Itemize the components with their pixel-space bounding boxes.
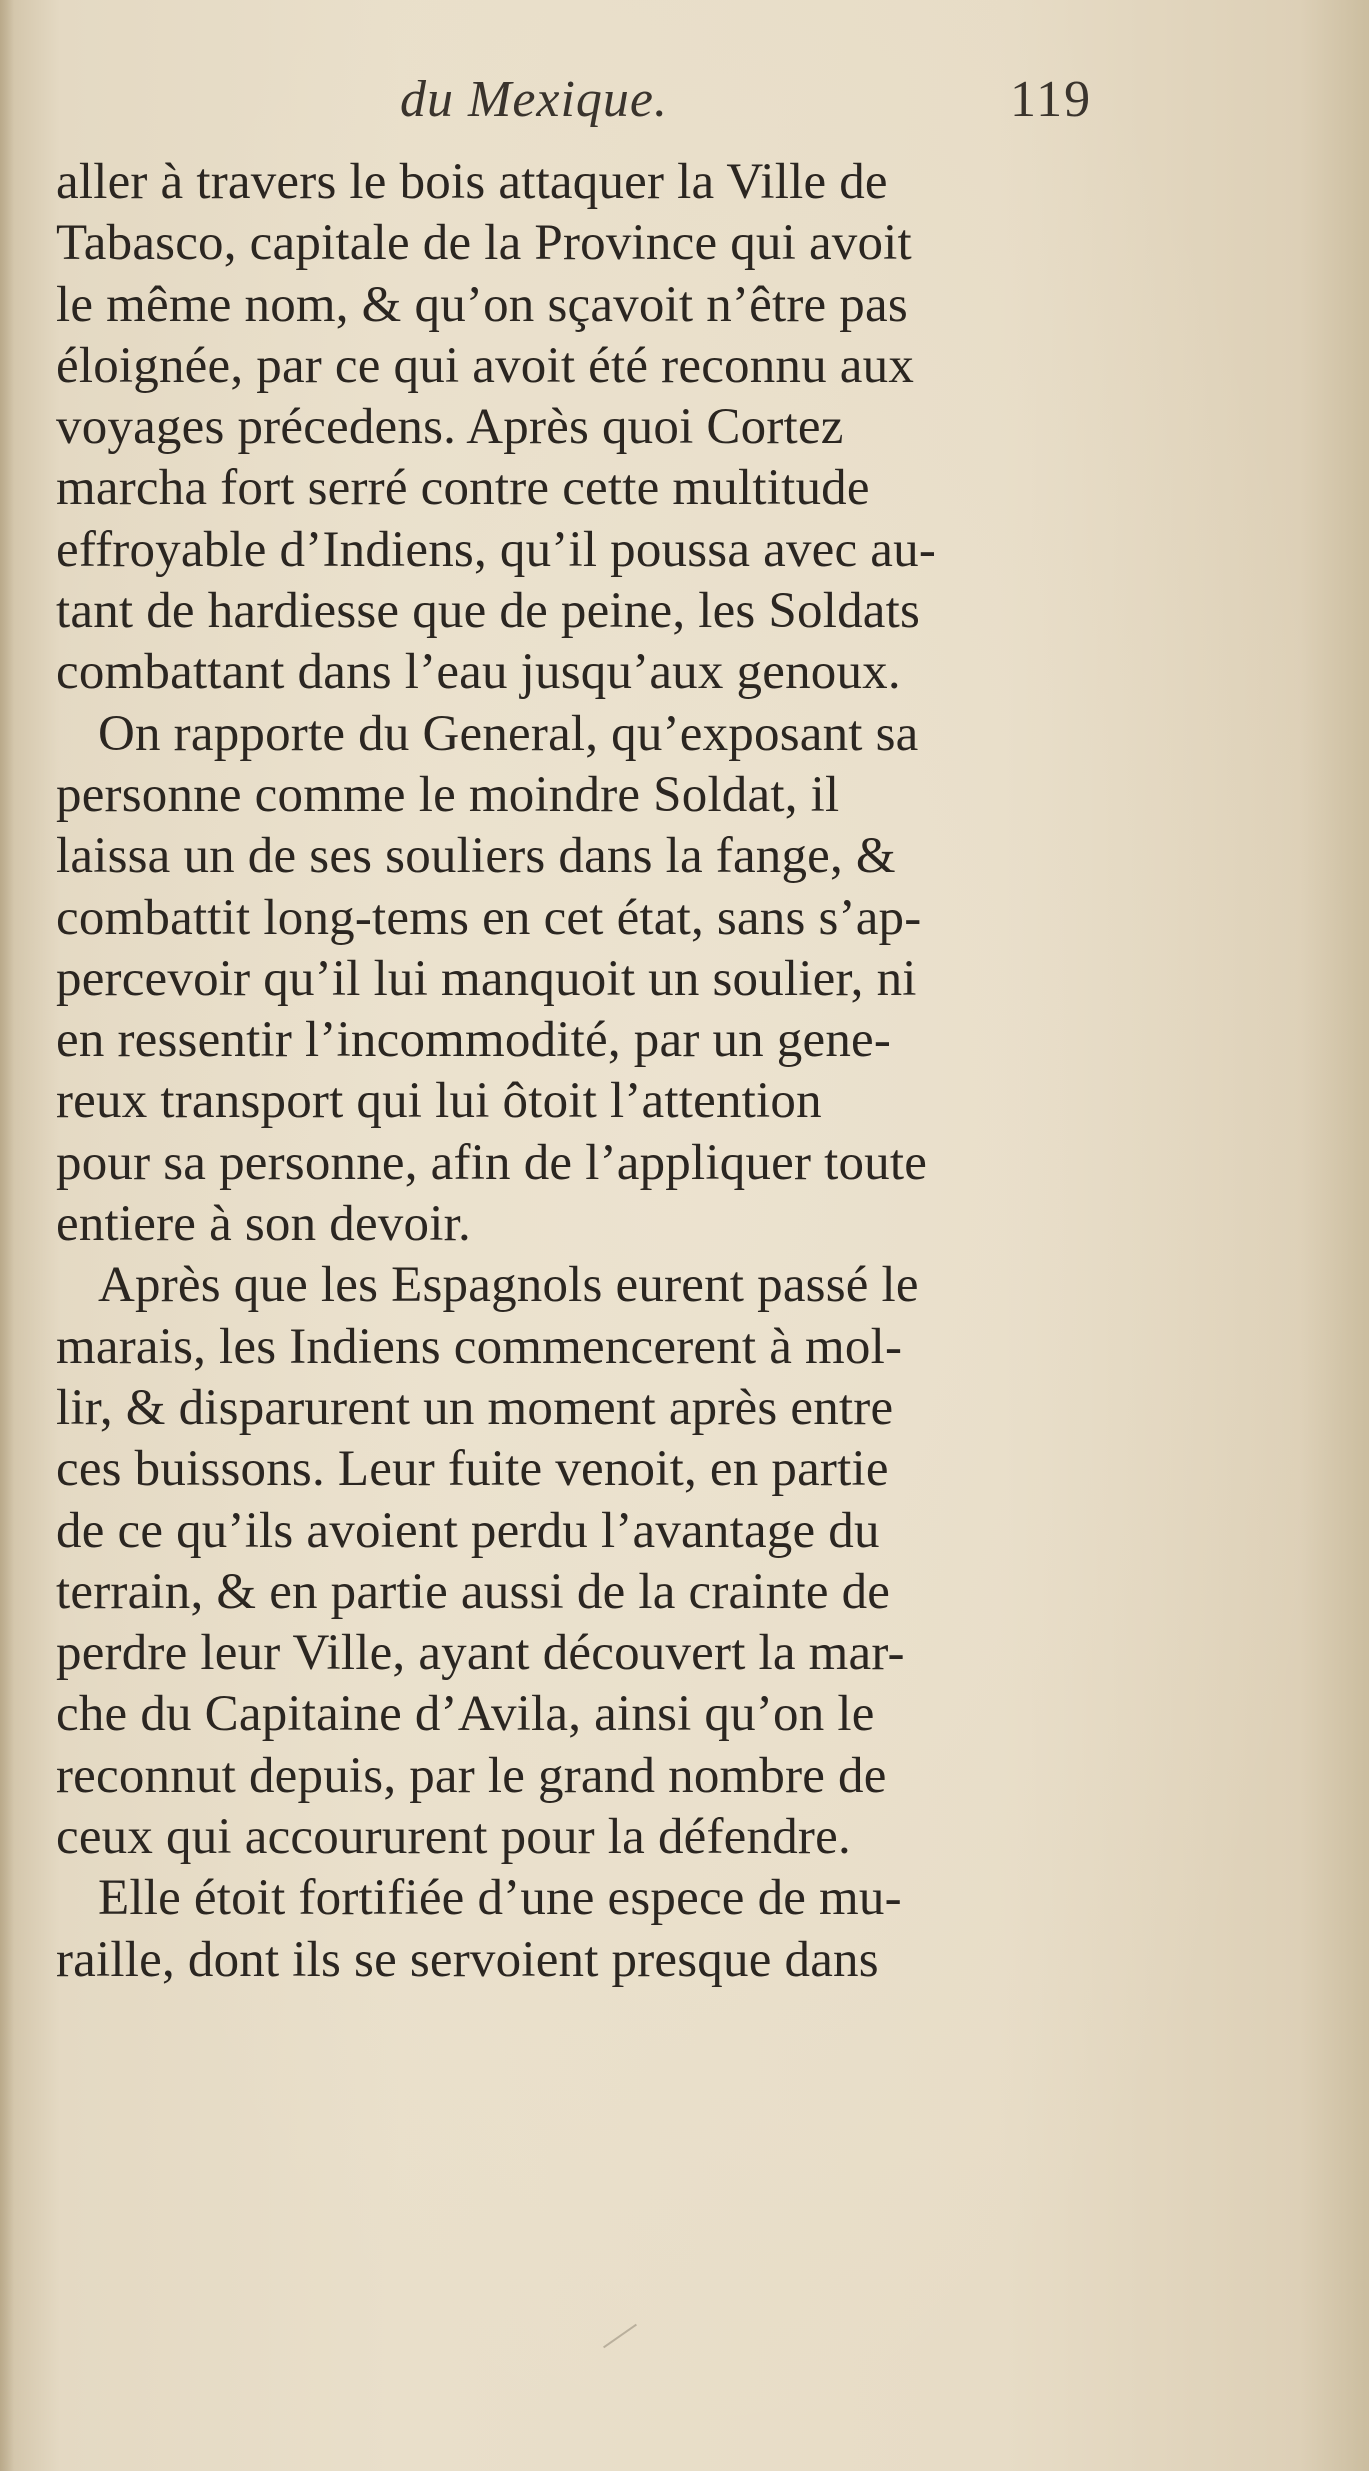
running-head: du Mexique.	[400, 71, 669, 128]
text-line: che du Capitaine d’Avila, ainsi qu’on le	[56, 1686, 875, 1743]
text-line: reux transport qui lui ôtoit l’attention	[56, 1073, 822, 1130]
text-line: combattant dans l’eau jusqu’aux genoux.	[56, 644, 901, 701]
text-line: personne comme le moindre Soldat, il	[56, 766, 840, 823]
paragraph-start-line: Elle étoit fortifiée d’une espece de mu-	[98, 1870, 902, 1927]
text-line: marcha fort serré contre cette multitude	[56, 460, 870, 517]
text-line: en ressentir l’incommodité, par un gene-	[56, 1012, 892, 1069]
text-line: laissa un de ses souliers dans la fange, &	[56, 828, 896, 885]
text-line: terrain, & en partie aussi de la crainte de	[56, 1563, 891, 1620]
body-text	[56, 152, 1156, 1991]
text-line: tant de hardiesse que de peine, les Soldats	[56, 583, 921, 640]
text-line: le même nom, & qu’on sçavoit n’être pas	[56, 276, 908, 333]
text-line: raille, dont ils se servoient presque dans	[56, 1931, 879, 1988]
paragraph-start-line: Après que les Espagnols eurent passé le	[98, 1257, 919, 1314]
text-line: reconnut depuis, par le grand nombre de	[56, 1747, 887, 1804]
page-gutter-shadow	[0, 0, 14, 2471]
page-header	[0, 70, 1369, 150]
text-line: ces buissons. Leur fuite venoit, en partie	[56, 1441, 889, 1498]
text-line: aller à travers le bois attaquer la Ville de	[56, 154, 888, 210]
text-line: éloignée, par ce qui avoit été reconnu aux	[56, 337, 915, 394]
text-line: pour sa personne, afin de l’appliquer toute	[56, 1134, 928, 1191]
paragraph-start-line: On rapporte du General, qu’exposant sa	[98, 705, 919, 762]
text-line: effroyable d’Indiens, qu’il poussa avec au-	[56, 521, 937, 578]
text-line: percevoir qu’il lui manquoit un soulier, ni	[56, 950, 917, 1007]
text-line: ceux qui accoururent pour la défendre.	[56, 1809, 851, 1866]
page-number: 119	[1010, 71, 1093, 128]
text-line: lir, & disparurent un moment après entre	[56, 1379, 894, 1436]
text-line: entiere à son devoir.	[56, 1196, 471, 1253]
text-line: perdre leur Ville, ayant découvert la mar-	[56, 1625, 905, 1682]
text-line: combattit long-tems en cet état, sans s’ap-	[56, 889, 922, 946]
ink-mark	[603, 2324, 637, 2349]
text-line: voyages précedens. Après quoi Cortez	[56, 399, 844, 456]
text-line: marais, les Indiens commencerent à mol-	[56, 1318, 903, 1375]
text-line: Tabasco, capitale de la Province qui avoit	[56, 215, 912, 272]
text-line: de ce qu’ils avoient perdu l’avantage du	[56, 1502, 880, 1559]
